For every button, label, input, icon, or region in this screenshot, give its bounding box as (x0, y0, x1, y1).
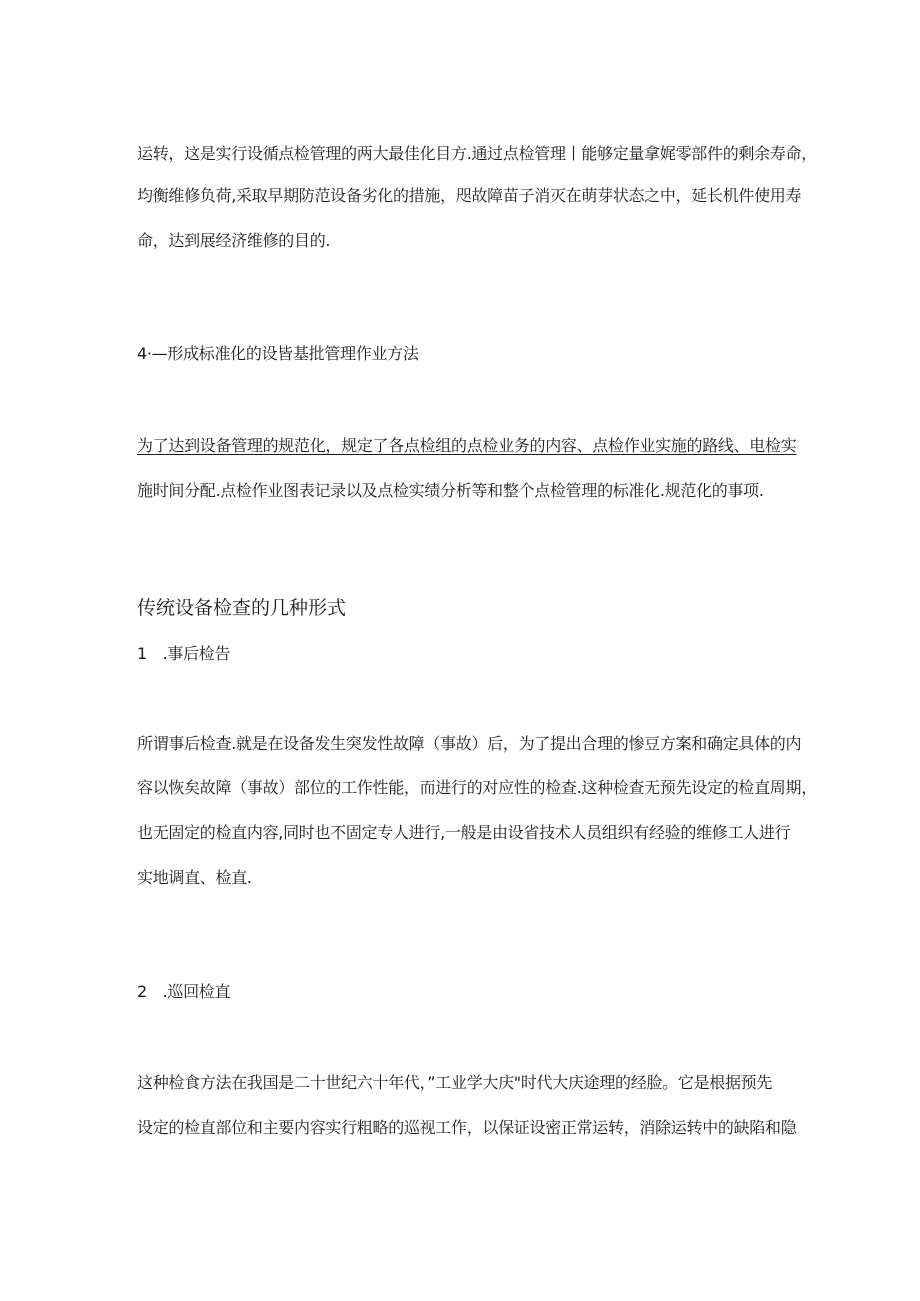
paragraph-line: 施时间分配.点检作业图表记录以及点检实绩分析等和整个点检管理的标准化.规范化的事项. (137, 481, 764, 500)
paragraph-line: 所谓事后检查.就是在设备发生突发性故障（事故）后，为了提出合理的惨豆方案和确定具体的内 (137, 734, 802, 753)
text-segment: 均衡维修负荷,采取早期防范设备劣化的措施，咫故障苗子消灭在萌芽状态之中，延长机件使用寿 (137, 186, 802, 205)
paragraph-line: 设定的检直部位和主要内容实行粗略的巡视工作，以保证设密正常运转，消除运转中的缺陷和隐 (137, 1118, 797, 1137)
section-heading-4: 4·—形成标准化的设皆基批管理作业方法 (137, 344, 419, 363)
text-segment: 命，达到展经济维修的目的. (137, 231, 331, 250)
section-title-traditional: 传统设备检查的几种形式 (137, 597, 347, 619)
paragraph-line (137, 230, 330, 252)
item-heading-1: 1 .事后检告 (137, 644, 231, 663)
item-heading-2: 2 .巡回检直 (137, 982, 231, 1001)
paragraph-line (137, 143, 817, 165)
text-segment: 运转，这是实行设循点检管理的两大最佳化目方.通过点检管理丨能够定量拿娓零部件的剩余寿命， (137, 144, 817, 163)
paragraph-line: 实地调直、检直. (137, 868, 252, 887)
paragraph-line: 也无固定的检直内容,同时也不固定专人进行,一般是由设省技术人员组织有经验的维修工人进行 (137, 823, 791, 842)
paragraph-line: 为了达到设备管理的规范化，规定了各点检组的点检业务的内容、点检作业实施的路线、电检实 (137, 436, 797, 455)
paragraph-line: 这种检食方法在我国是二十世纪六十年代，”工业学大庆"时代大庆途理的经脸。它是根据预先 (137, 1073, 773, 1092)
paragraph-line (137, 185, 801, 207)
paragraph-line: 容以恢矣故障（事故）部位的工作性能，而进行的对应性的检查.这种检查无预先设定的检直周期， (137, 778, 817, 797)
